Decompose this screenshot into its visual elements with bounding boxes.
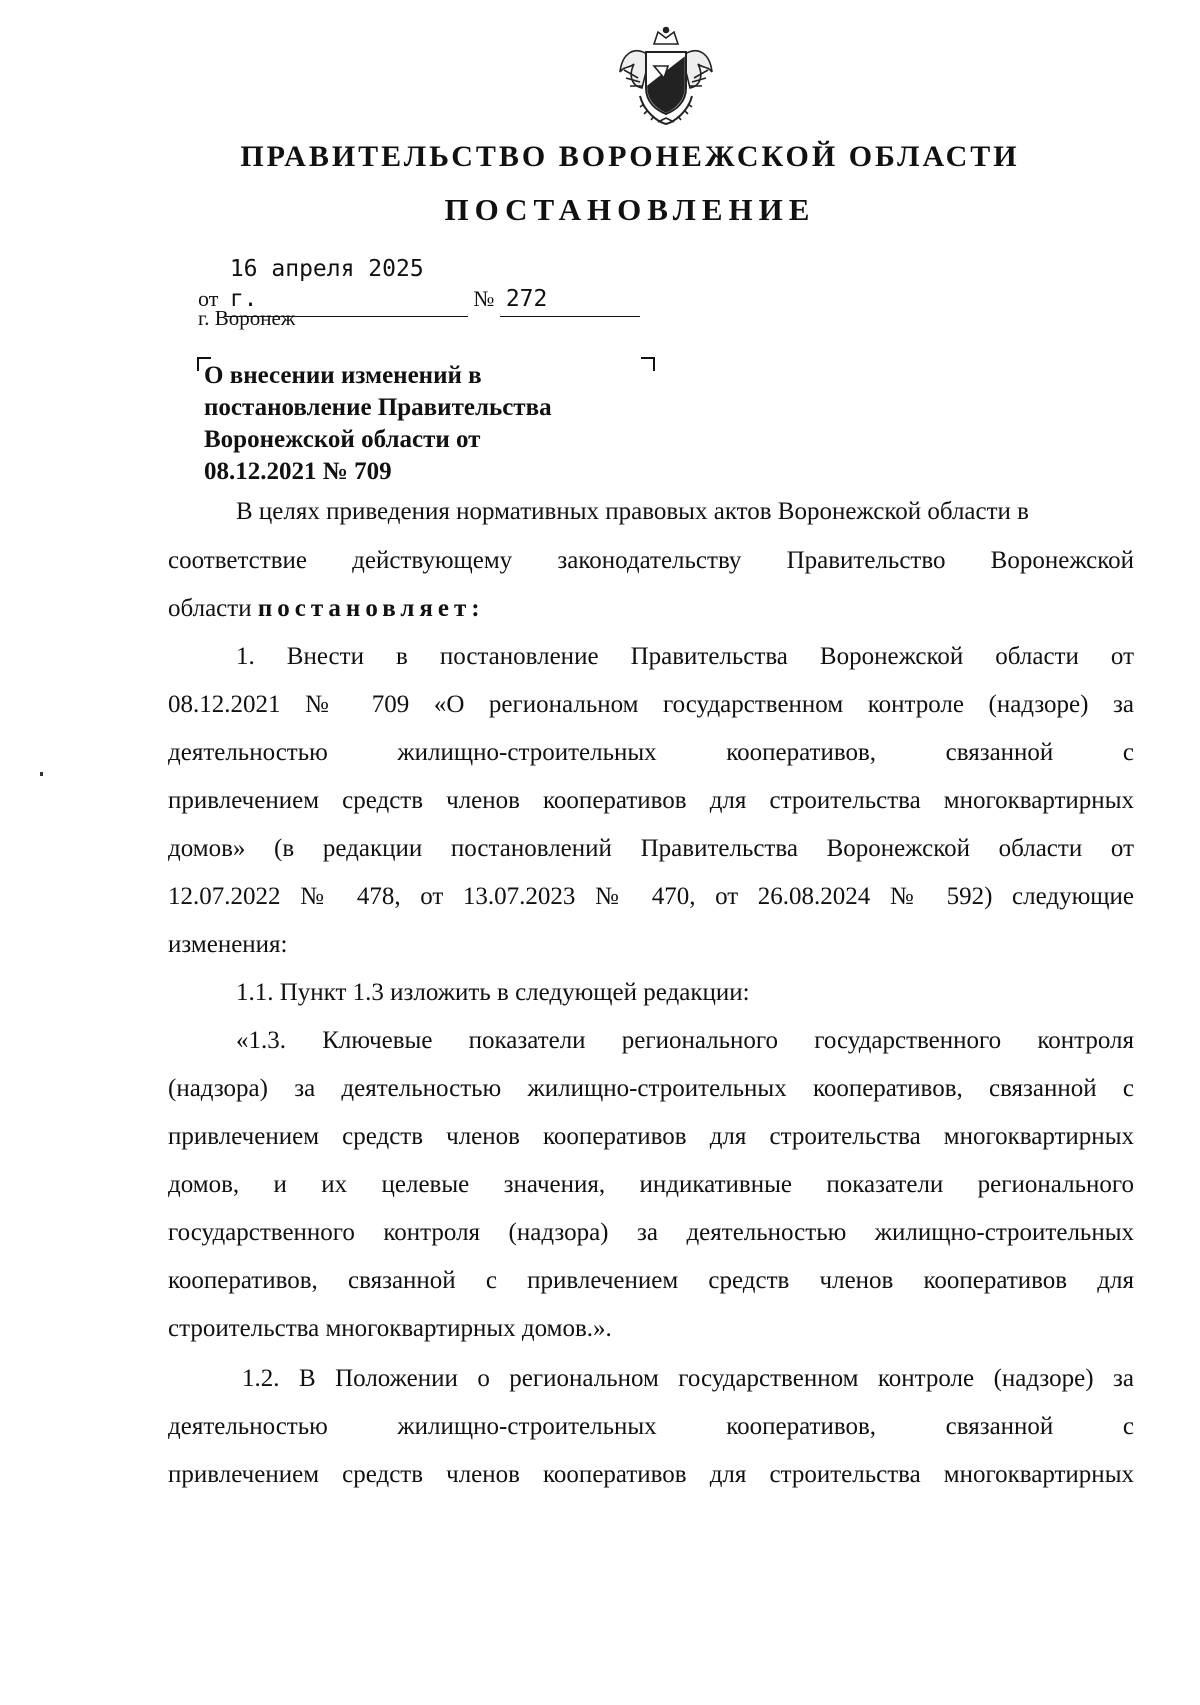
body-line: привлечением средств членов кооперативов для строительства многоквартирных bbox=[168, 1461, 1134, 1488]
voronezh-coat-of-arms-icon bbox=[614, 26, 718, 128]
subject-bracket-right bbox=[641, 357, 655, 371]
preamble-text: области bbox=[168, 595, 252, 622]
body-line: строительства многоквартирных домов.». bbox=[168, 1315, 612, 1342]
subject-line: 08.12.2021 № 709 bbox=[204, 458, 392, 485]
subject-line: О внесении изменений в bbox=[204, 362, 482, 389]
body-line: государственного контроля (надзора) за деятельностью жилищно-строительных bbox=[168, 1219, 1134, 1246]
organization-title: ПРАВИТЕЛЬСТВО ВОРОНЕЖСКОЙ ОБЛАСТИ bbox=[240, 140, 1020, 173]
body-line: 1.1. Пункт 1.3 изложить в следующей редакции: bbox=[236, 979, 750, 1006]
body-line: изменения: bbox=[168, 931, 288, 958]
body-line: привлечением средств членов кооперативов для строительства многоквартирных bbox=[168, 1123, 1134, 1150]
body-line: привлечением средств членов кооперативов для строительства многоквартирных bbox=[168, 787, 1134, 814]
body-line: «1.3. Ключевые показатели регионального государственного контроля bbox=[236, 1027, 1134, 1054]
date-prefix: от bbox=[198, 286, 219, 311]
body-line: кооперативов, связанной с привлечением средств членов кооперативов для bbox=[168, 1267, 1134, 1294]
body-line: деятельностью жилищно-строительных кооперативов, связанной с bbox=[168, 1413, 1134, 1440]
body-line: 1. Внести в постановление Правительства Воронежской области от bbox=[236, 643, 1134, 670]
body-line: домов» (в редакции постановлений Правительства Воронежской области от bbox=[168, 835, 1134, 862]
number-sign: № bbox=[473, 286, 495, 311]
scan-speck bbox=[40, 772, 43, 776]
city-label: г. Воронеж bbox=[198, 306, 296, 330]
body-line: соответствие действующему законодательству Правительство Воронежской bbox=[168, 547, 1134, 574]
document-number: 272 bbox=[500, 284, 640, 317]
body-line: (надзора) за деятельностью жилищно-строительных кооперативов, связанной с bbox=[168, 1075, 1134, 1102]
body-line: домов, и их целевые значения, индикативные показатели регионального bbox=[168, 1171, 1134, 1198]
document-date: 16 апреля 2025 г. bbox=[224, 254, 468, 317]
body-line: В целях приведения нормативных правовых актов Воронежской области в bbox=[236, 498, 1029, 525]
subject-line: Воронежской области от bbox=[204, 426, 481, 453]
body-line: 12.07.2022 № 478, от 13.07.2023 № 470, от 26.08.2024 № 592) следующие bbox=[168, 883, 1134, 910]
subject-line: постановление Правительства bbox=[204, 394, 552, 421]
document-type-title: ПОСТАНОВЛЕНИЕ bbox=[444, 192, 816, 227]
body-line bbox=[168, 592, 1134, 626]
document-subject bbox=[204, 360, 552, 488]
body-line: деятельностью жилищно-строительных кооперативов, связанной с bbox=[168, 739, 1134, 766]
decree-word: постановляет: bbox=[257, 595, 485, 622]
body-line: 08.12.2021 № 709 «О региональном государственном контроле (надзоре) за bbox=[168, 691, 1134, 718]
body-line: 1.2. В Положении о региональном государственном контроле (надзоре) за bbox=[242, 1365, 1134, 1392]
